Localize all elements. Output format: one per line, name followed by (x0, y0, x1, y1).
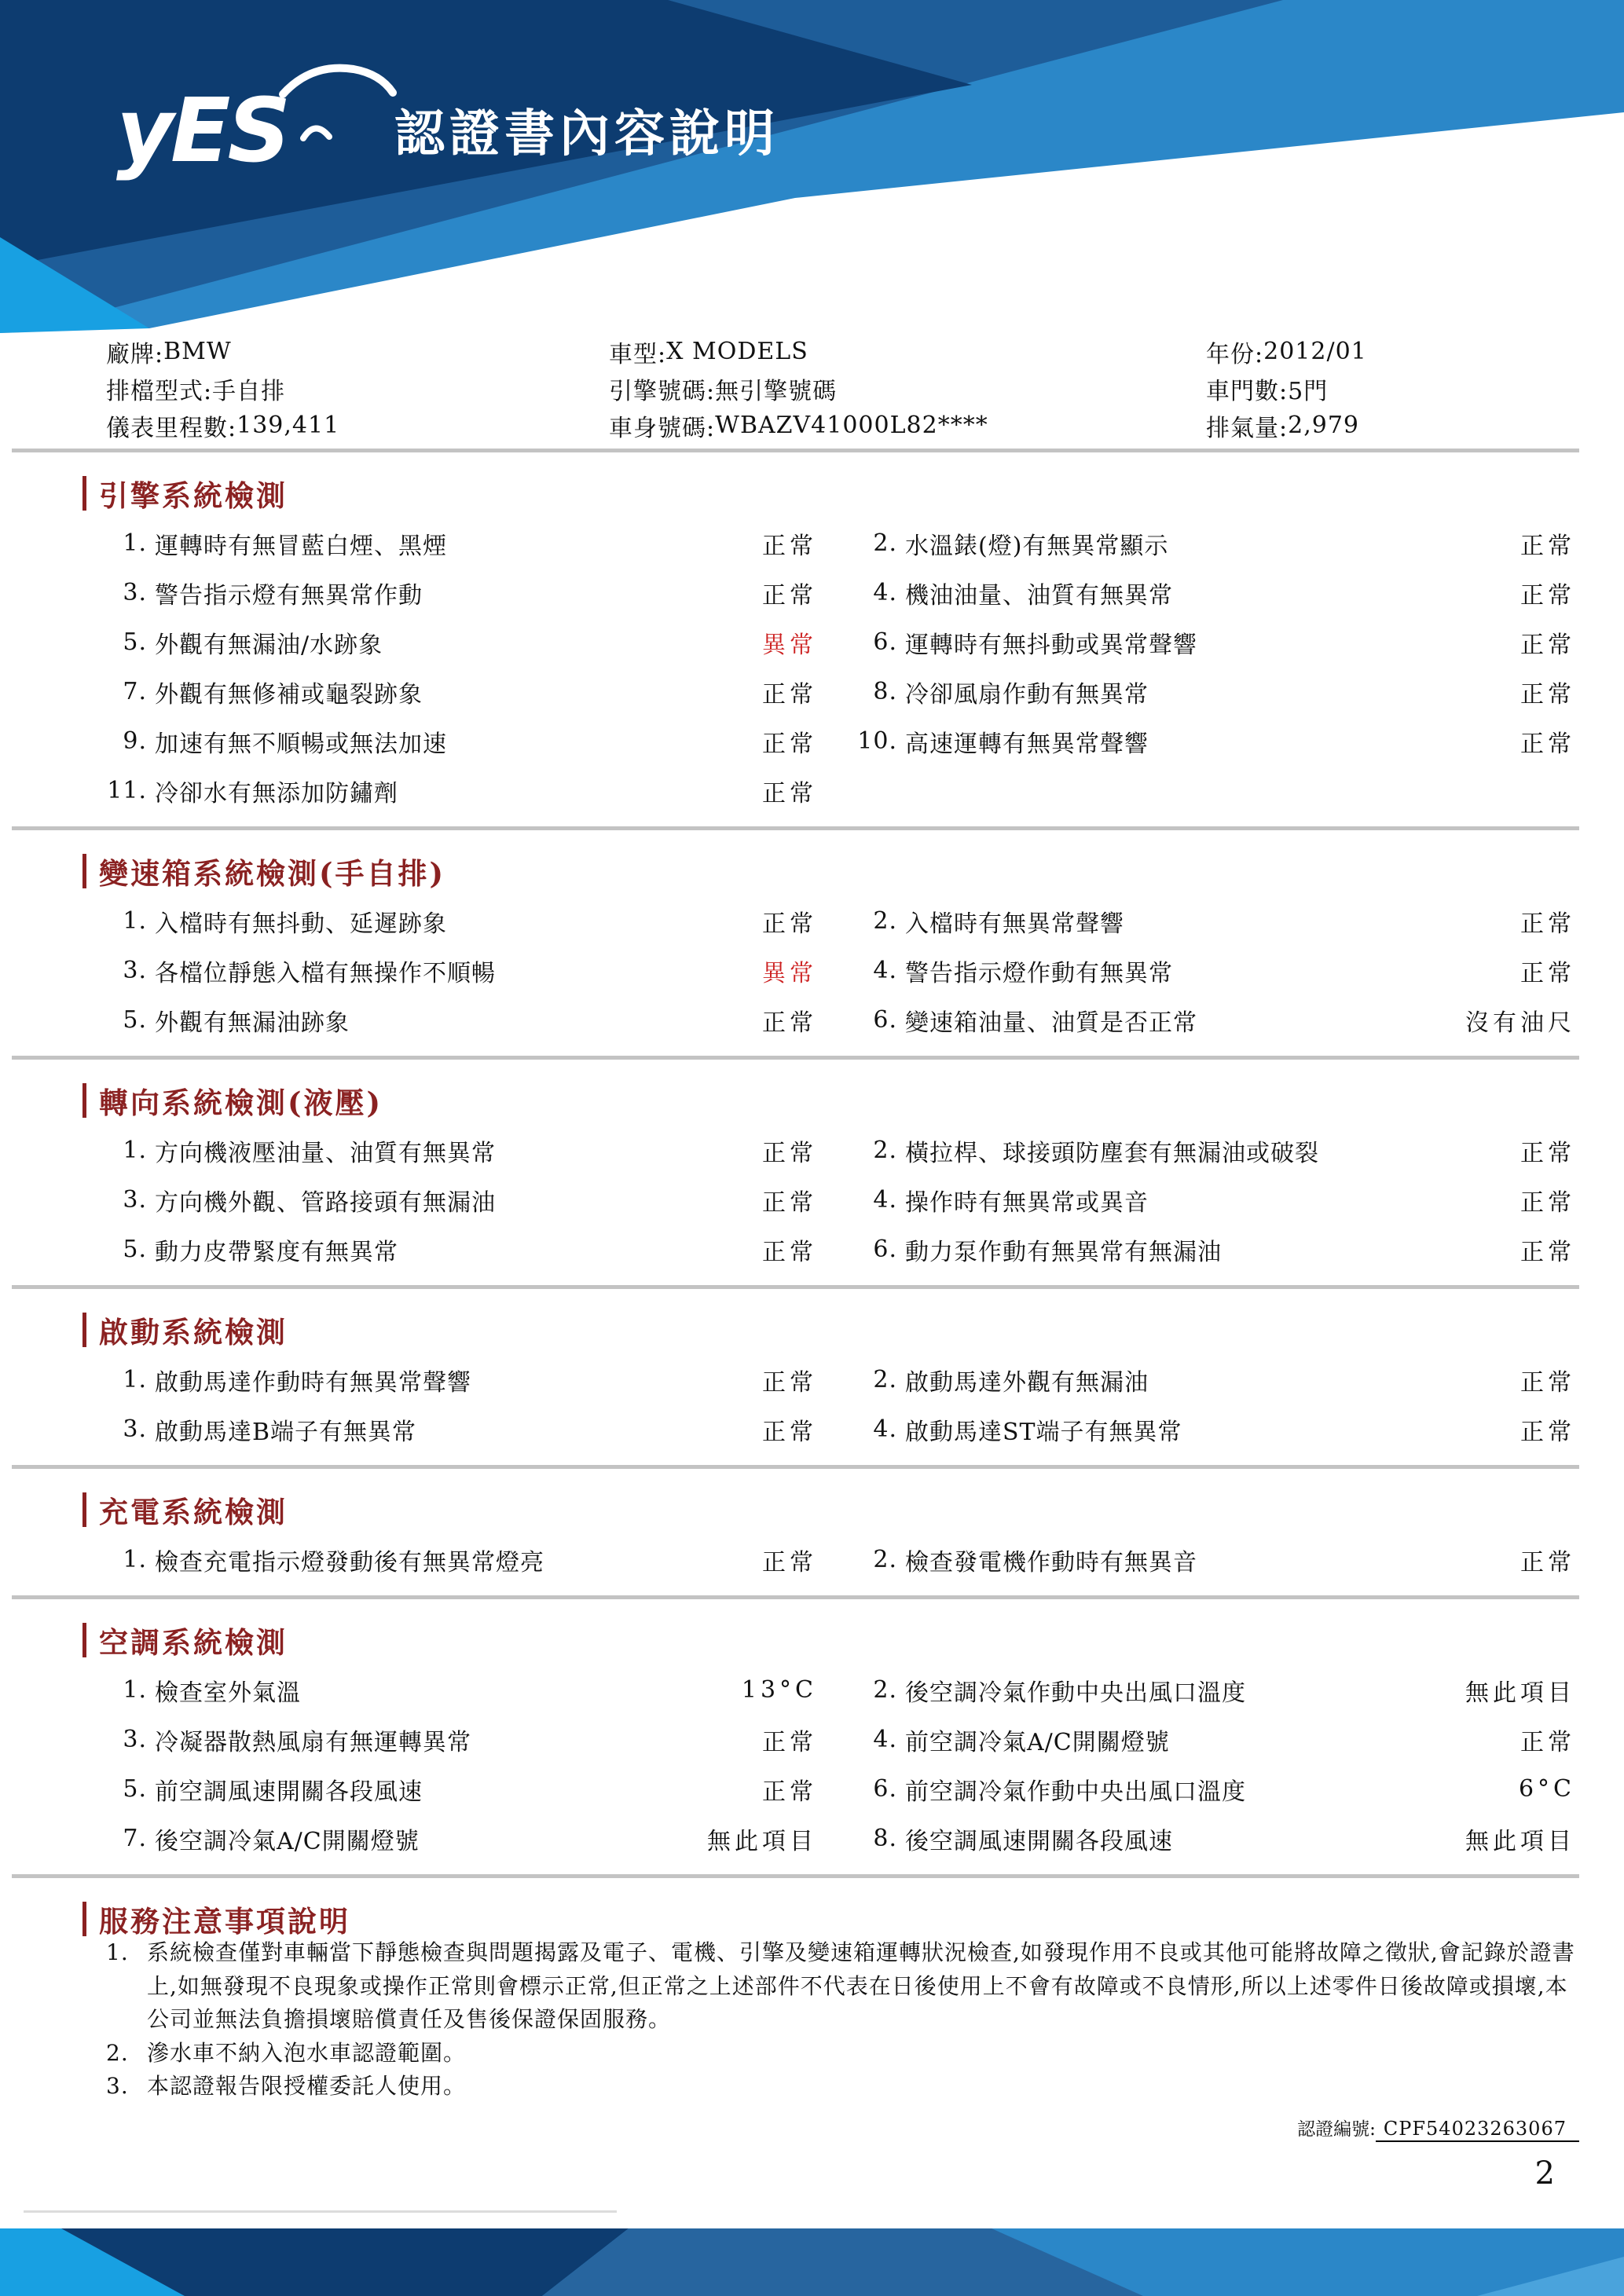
item-text: 入檔時有無抖動、延遲跡象 (155, 910, 447, 938)
item-value: 6°C (1518, 1775, 1575, 1803)
page-title: 認證書內容說明 (394, 105, 779, 163)
section-accent-bar (82, 1313, 86, 1347)
item-number: 1. (123, 907, 147, 935)
page-number: 2 (1534, 2155, 1555, 2192)
item-value: 正常 (762, 581, 817, 610)
item-label (856, 1355, 1418, 1404)
item-label (106, 568, 660, 617)
item-number: 3. (123, 579, 147, 606)
section-charging (0, 1492, 1624, 1599)
certificate-number-line (0, 2115, 1579, 2140)
column-gap (817, 518, 856, 568)
item-label (856, 995, 1418, 1045)
item-number: 5. (123, 1006, 147, 1034)
item-number: 3. (123, 957, 147, 984)
item-value: 正常 (1520, 1139, 1575, 1167)
item-label (106, 1665, 660, 1715)
column-gap (817, 946, 856, 995)
item-value: 正常 (1520, 910, 1575, 938)
item-label (106, 1225, 660, 1274)
item-value: 正常 (1520, 1728, 1575, 1756)
field-value: 5門 (1288, 377, 1329, 405)
item-number: 2. (873, 1366, 897, 1393)
item-number: 3. (123, 1186, 147, 1214)
vehicle-field (1206, 370, 1549, 407)
item-value: 正常 (1520, 532, 1575, 560)
item-number: 5. (123, 1775, 147, 1803)
item-text: 外觀有無修補或龜裂跡象 (155, 680, 423, 709)
item-text: 橫拉桿、球接頭防塵套有無漏油或破裂 (905, 1139, 1319, 1167)
column-gap (817, 1535, 856, 1584)
item-number: 3. (123, 1415, 147, 1443)
section-accent-bar (82, 1083, 86, 1118)
field-label: 排氣量: (1206, 414, 1289, 442)
item-value: 正常 (1520, 581, 1575, 610)
item-value: 正常 (762, 910, 817, 938)
item-label (856, 617, 1418, 667)
column-gap (817, 1126, 856, 1175)
item-label (856, 568, 1418, 617)
vehicle-field (609, 407, 1206, 444)
vehicle-field (106, 370, 609, 407)
column-gap (817, 1814, 856, 1863)
item-label (106, 1535, 660, 1584)
field-value: WBAZV41000L82**** (715, 412, 988, 439)
section-header (82, 1492, 1624, 1527)
section-divider (12, 449, 1579, 452)
item-label (856, 1814, 1418, 1863)
item-label (856, 716, 1418, 766)
inspection-grid (106, 1665, 1575, 1863)
field-value: 無引擎號碼 (715, 377, 838, 405)
column-gap (817, 995, 856, 1045)
field-value: 2012/01 (1263, 338, 1367, 365)
section-divider (12, 1285, 1579, 1289)
item-text: 前空調冷氣A/C開關燈號 (905, 1728, 1170, 1756)
item-text: 冷卻水有無添加防鏽劑 (155, 779, 398, 807)
item-number: 4. (873, 1726, 897, 1753)
item-number: 8. (873, 678, 897, 705)
section-divider (12, 1595, 1579, 1599)
field-label: 車門數: (1206, 377, 1289, 405)
item-number: 6. (873, 1006, 897, 1034)
column-gap (817, 617, 856, 667)
item-label (856, 896, 1418, 946)
item-value: 異常 (762, 631, 817, 659)
field-label: 廠牌: (106, 340, 164, 368)
inspection-grid (106, 896, 1575, 1045)
item-value: 正常 (762, 1188, 817, 1217)
note-item (106, 2070, 1579, 2104)
item-label (106, 716, 660, 766)
footer-banner (0, 2228, 1624, 2296)
item-label (856, 1764, 1418, 1814)
section-transmission (0, 854, 1624, 1060)
column-gap (817, 896, 856, 946)
note-number: 3. (106, 2073, 129, 2100)
field-label: 車身號碼: (609, 414, 716, 442)
item-number: 6. (873, 628, 897, 656)
note-number: 2. (106, 2039, 129, 2066)
note-text: 本認證報告限授權委託人使用。 (147, 2073, 467, 2100)
item-text: 警告指示燈有無異常作動 (155, 581, 423, 610)
item-value: 正常 (762, 1418, 817, 1446)
item-text: 操作時有無異常或異音 (905, 1188, 1149, 1217)
item-value: 無此項目 (707, 1827, 817, 1855)
item-number: 10. (857, 727, 897, 755)
item-text: 啟動馬達B端子有無異常 (155, 1418, 417, 1446)
inspection-grid (106, 518, 1575, 815)
item-label (106, 1126, 660, 1175)
item-number: 1. (123, 1137, 147, 1164)
section-header (82, 476, 1624, 511)
field-label: 引擎號碼: (609, 377, 716, 405)
field-label: 排檔型式: (106, 377, 213, 405)
section-header (82, 1313, 1624, 1347)
item-text: 運轉時有無抖動或異常聲響 (905, 631, 1197, 659)
item-value: 正常 (1520, 1368, 1575, 1397)
section-header (82, 1902, 1624, 1939)
yes-logo-text: yES (116, 80, 288, 182)
item-value: 異常 (762, 959, 817, 987)
item-text: 高速運轉有無異常聲響 (905, 730, 1149, 758)
item-label (856, 1225, 1418, 1274)
item-text: 水溫錶(燈)有無異常顯示 (905, 532, 1169, 560)
section-accent-bar (82, 854, 86, 888)
note-text: 滲水車不納入泡水車認證範圍。 (147, 2039, 467, 2066)
item-label (856, 946, 1418, 995)
item-label (106, 1814, 660, 1863)
item-number: 2. (873, 529, 897, 557)
section-title: 空調系統檢測 (99, 1625, 288, 1660)
item-value: 正常 (1520, 730, 1575, 758)
vehicle-field (609, 370, 1206, 407)
vehicle-info (106, 333, 1624, 444)
item-text: 後空調冷氣A/C開關燈號 (155, 1827, 420, 1855)
empty-cell (856, 766, 1418, 815)
section-header (82, 1623, 1624, 1660)
item-number: 4. (873, 579, 897, 606)
section-title: 變速箱系統檢測(手自排) (99, 856, 446, 891)
column-gap (817, 716, 856, 766)
inspection-grid (106, 1535, 1575, 1584)
item-label (106, 518, 660, 568)
item-number: 2. (873, 1546, 897, 1573)
column-gap (817, 1715, 856, 1764)
item-number: 7. (123, 1825, 147, 1852)
field-value: X MODELS (666, 338, 808, 365)
note-item (106, 1936, 1579, 2037)
column-gap (817, 667, 856, 716)
inspection-grid (106, 1126, 1575, 1274)
item-value: 正常 (1520, 1238, 1575, 1266)
item-label (106, 766, 660, 815)
section-title: 充電系統檢測 (99, 1495, 288, 1529)
item-text: 外觀有無漏油跡象 (155, 1009, 350, 1037)
field-label: 年份: (1206, 340, 1264, 368)
item-label (856, 1535, 1418, 1584)
section-divider (12, 826, 1579, 830)
column-gap (817, 1225, 856, 1274)
inspection-grid (106, 1355, 1575, 1454)
item-label (106, 667, 660, 716)
item-text: 各檔位靜態入檔有無操作不順暢 (155, 959, 496, 987)
item-value: 正常 (1520, 631, 1575, 659)
note-number: 1. (106, 1939, 129, 1965)
item-number: 6. (873, 1236, 897, 1263)
item-value: 正常 (762, 1238, 817, 1266)
section-steering (0, 1083, 1624, 1289)
section-starter (0, 1313, 1624, 1469)
item-label (856, 667, 1418, 716)
item-value: 無此項目 (1465, 1679, 1575, 1707)
field-value: 手自排 (212, 377, 286, 405)
item-text: 動力泵作動有無異常有無漏油 (905, 1238, 1222, 1266)
item-text: 前空調風速開關各段風速 (155, 1778, 423, 1806)
item-text: 方向機外觀、管路接頭有無漏油 (155, 1188, 496, 1217)
item-value: 無此項目 (1465, 1827, 1575, 1855)
field-value: BMW (163, 338, 232, 365)
item-label (106, 1175, 660, 1225)
section-service-notes (0, 1902, 1624, 2104)
item-number: 2. (873, 907, 897, 935)
item-text: 啟動馬達外觀有無漏油 (905, 1368, 1149, 1397)
item-text: 外觀有無漏油/水跡象 (155, 631, 383, 659)
section-ac (0, 1623, 1624, 1878)
item-number: 1. (123, 1676, 147, 1704)
item-text: 冷卻風扇作動有無異常 (905, 680, 1149, 709)
field-value: 2,979 (1288, 412, 1359, 439)
item-label (106, 1715, 660, 1764)
item-value: 沒有油尺 (1465, 1009, 1575, 1037)
field-label: 車型: (609, 340, 667, 368)
item-text: 檢查充電指示燈發動後有無異常燈亮 (155, 1548, 544, 1576)
item-text: 運轉時有無冒藍白煙、黑煙 (155, 532, 447, 560)
item-label (856, 1665, 1418, 1715)
item-value: 13°C (741, 1676, 817, 1704)
footer-hairline (24, 2210, 617, 2213)
section-engine (0, 476, 1624, 830)
item-number: 7. (123, 678, 147, 705)
item-value: 正常 (762, 680, 817, 709)
item-number: 8. (873, 1825, 897, 1852)
item-number: 11. (107, 777, 147, 804)
item-value: 正常 (1520, 1188, 1575, 1217)
item-label (106, 896, 660, 946)
item-label (106, 1764, 660, 1814)
item-label (856, 1404, 1418, 1454)
section-divider (12, 1874, 1579, 1878)
item-text: 冷凝器散熱風扇有無運轉異常 (155, 1728, 471, 1756)
column-gap (817, 1665, 856, 1715)
item-text: 啟動馬達作動時有無異常聲響 (155, 1368, 471, 1397)
item-text: 加速有無不順暢或無法加速 (155, 730, 447, 758)
item-label (106, 1404, 660, 1454)
item-value: 正常 (762, 1728, 817, 1756)
item-number: 5. (123, 1236, 147, 1263)
item-text: 機油油量、油質有無異常 (905, 581, 1173, 610)
item-text: 啟動馬達ST端子有無異常 (905, 1418, 1182, 1446)
item-label (106, 1355, 660, 1404)
item-label (106, 995, 660, 1045)
field-label: 儀表里程數: (106, 414, 237, 442)
item-value: 正常 (1520, 1418, 1575, 1446)
item-number: 9. (123, 727, 147, 755)
item-value: 正常 (1520, 959, 1575, 987)
column-gap (817, 568, 856, 617)
certificate-number: CPF54023263067 (1376, 2118, 1579, 2142)
item-value: 正常 (762, 730, 817, 758)
empty-cell (1418, 766, 1575, 815)
item-label (106, 946, 660, 995)
section-accent-bar (82, 1623, 86, 1657)
item-text: 動力皮帶緊度有無異常 (155, 1238, 398, 1266)
item-value: 正常 (762, 532, 817, 560)
item-value: 正常 (762, 1139, 817, 1167)
section-accent-bar (82, 476, 86, 511)
item-value: 正常 (762, 779, 817, 807)
note-item (106, 2037, 1579, 2071)
section-header (82, 854, 1624, 891)
item-number: 4. (873, 957, 897, 984)
item-text: 方向機液壓油量、油質有無異常 (155, 1139, 496, 1167)
item-label (106, 617, 660, 667)
item-value: 正常 (1520, 1548, 1575, 1576)
item-number: 3. (123, 1726, 147, 1753)
item-text: 變速箱油量、油質是否正常 (905, 1009, 1197, 1037)
section-divider (12, 1465, 1579, 1469)
item-text: 檢查發電機作動時有無異音 (905, 1548, 1197, 1576)
section-title: 轉向系統檢測(液壓) (99, 1086, 383, 1120)
section-header (82, 1083, 1624, 1118)
item-label (856, 1175, 1418, 1225)
section-title: 啟動系統檢測 (99, 1315, 288, 1349)
column-gap (817, 1404, 856, 1454)
item-text: 入檔時有無異常聲響 (905, 910, 1124, 938)
item-number: 1. (123, 1366, 147, 1393)
item-number: 5. (123, 628, 147, 656)
item-label (856, 1126, 1418, 1175)
item-number: 2. (873, 1137, 897, 1164)
column-gap (817, 1175, 856, 1225)
item-value: 正常 (762, 1548, 817, 1576)
item-value: 正常 (1520, 680, 1575, 709)
item-number: 1. (123, 529, 147, 557)
item-number: 6. (873, 1775, 897, 1803)
item-label (856, 1715, 1418, 1764)
column-gap (817, 766, 856, 815)
section-title: 服務注意事項說明 (99, 1904, 350, 1939)
vehicle-field (1206, 333, 1549, 370)
vehicle-field (1206, 407, 1549, 444)
section-divider (12, 1056, 1579, 1060)
vehicle-field (609, 333, 1206, 370)
note-text: 系統檢查僅對車輛當下靜態檢查與問題揭露及電子、電機、引擎及變速箱運轉狀況檢查,如發現作用不良或其他可能將故障之徵狀,會記錄於證書上,如無發現不良現象或操作正常則會標示正常,但正常之上述部件不代表在日後使用上不會有故障或不良情形,所以上述零件日後故障或損壞,本公司並無法負擔損壞賠償責任及售後保證保固服務。 (147, 1939, 1575, 2033)
field-value: 139,411 (236, 412, 340, 439)
item-value: 正常 (762, 1009, 817, 1037)
section-accent-bar (82, 1902, 86, 1936)
item-text: 警告指示燈作動有無異常 (905, 959, 1173, 987)
item-number: 2. (873, 1676, 897, 1704)
item-label (856, 518, 1418, 568)
item-text: 檢查室外氣溫 (155, 1679, 301, 1707)
item-text: 前空調冷氣作動中央出風口溫度 (905, 1778, 1246, 1806)
item-number: 4. (873, 1415, 897, 1443)
item-number: 1. (123, 1546, 147, 1573)
item-number: 4. (873, 1186, 897, 1214)
vehicle-field (106, 333, 609, 370)
certificate-label: 認證編號: (1297, 2118, 1376, 2140)
column-gap (817, 1355, 856, 1404)
item-text: 後空調風速開關各段風速 (905, 1827, 1173, 1855)
vehicle-field (106, 407, 609, 444)
item-value: 正常 (762, 1778, 817, 1806)
column-gap (817, 1764, 856, 1814)
section-title: 引擎系統檢測 (99, 478, 288, 513)
section-accent-bar (82, 1492, 86, 1527)
item-text: 後空調冷氣作動中央出風口溫度 (905, 1679, 1246, 1707)
item-value: 正常 (762, 1368, 817, 1397)
